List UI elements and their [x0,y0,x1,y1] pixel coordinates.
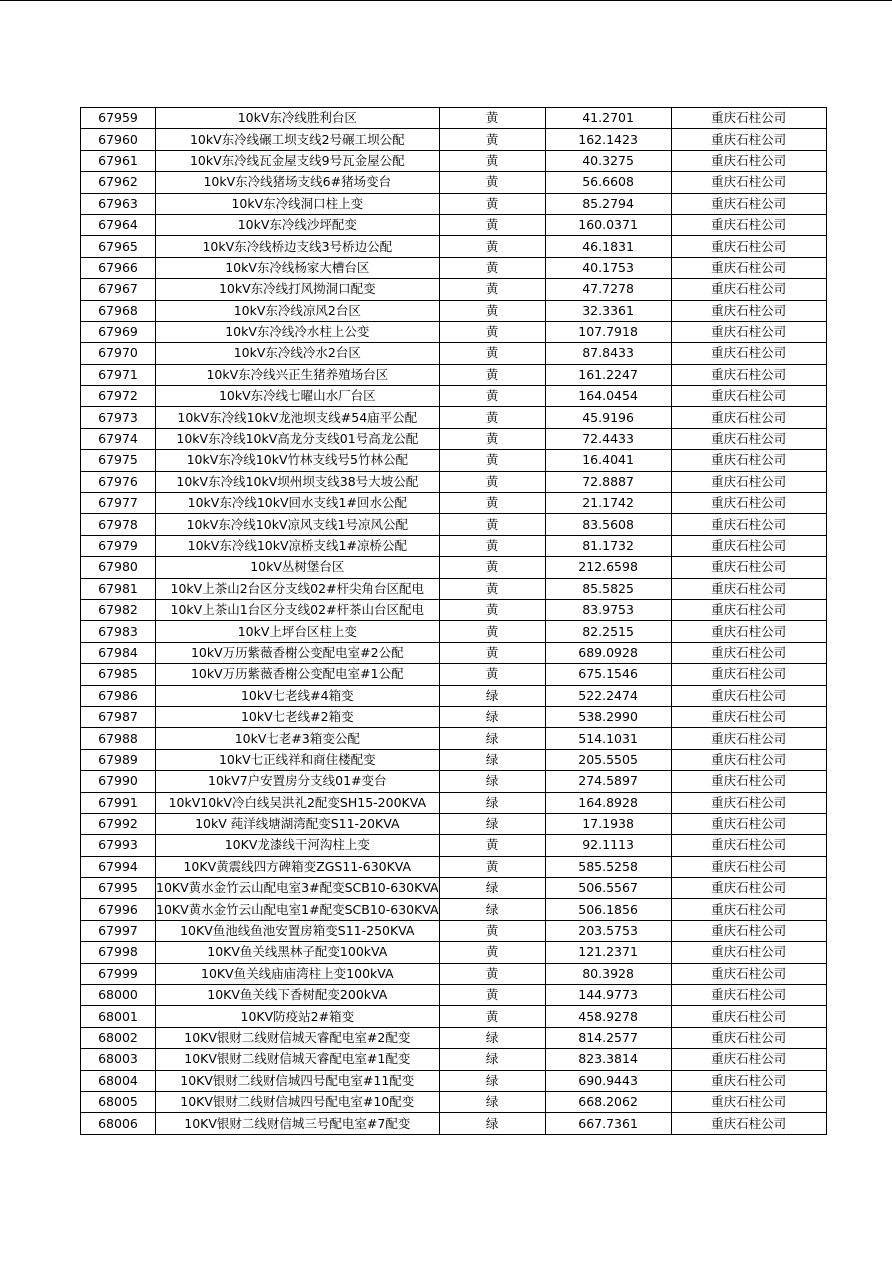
data-table [80,107,827,1135]
cell-station-name: 10kV丛树堡台区 [156,557,440,578]
cell-color-grade: 黄 [439,664,545,685]
cell-value: 46.1831 [545,236,671,257]
cell-value: 83.9753 [545,599,671,620]
cell-station-name: 10KV银财二线财信城天睿配电室#2配变 [156,1027,440,1048]
cell-id: 68002 [81,1027,156,1048]
cell-station-name: 10kV东冷线10kV回水支线1#回水公配 [156,493,440,514]
cell-color-grade: 绿 [439,792,545,813]
cell-value: 81.1732 [545,535,671,556]
table-row [81,878,827,899]
cell-company: 重庆石柱公司 [671,1049,826,1070]
cell-id: 67968 [81,300,156,321]
cell-company: 重庆石柱公司 [671,279,826,300]
table-row [81,578,827,599]
cell-color-grade: 绿 [439,1070,545,1091]
cell-company: 重庆石柱公司 [671,214,826,235]
cell-company: 重庆石柱公司 [671,150,826,171]
table-row [81,214,827,235]
cell-id: 67988 [81,728,156,749]
cell-id: 67977 [81,493,156,514]
cell-value: 72.8887 [545,471,671,492]
table-row [81,108,827,129]
cell-company: 重庆石柱公司 [671,963,826,984]
cell-station-name: 10kV东冷线桥边支线3号桥边公配 [156,236,440,257]
table-row [81,899,827,920]
cell-company: 重庆石柱公司 [671,257,826,278]
cell-id: 68005 [81,1091,156,1112]
cell-id: 67989 [81,749,156,770]
cell-company: 重庆石柱公司 [671,450,826,471]
cell-value: 121.2371 [545,942,671,963]
cell-color-grade: 黄 [439,621,545,642]
cell-station-name: 10kV东冷线10kV坝州坝支线38号大坡公配 [156,471,440,492]
cell-id: 67961 [81,150,156,171]
cell-id: 67999 [81,963,156,984]
cell-company: 重庆石柱公司 [671,728,826,749]
cell-company: 重庆石柱公司 [671,985,826,1006]
table-row [81,343,827,364]
cell-color-grade: 黄 [439,193,545,214]
cell-id: 67995 [81,878,156,899]
cell-id: 67981 [81,578,156,599]
cell-station-name: 10kV东冷线七曜山水厂台区 [156,386,440,407]
table-row [81,599,827,620]
cell-value: 92.1113 [545,835,671,856]
table-row [81,557,827,578]
cell-id: 67979 [81,535,156,556]
table-row [81,621,827,642]
cell-company: 重庆石柱公司 [671,664,826,685]
cell-id: 68001 [81,1006,156,1027]
table-row [81,1113,827,1134]
cell-company: 重庆石柱公司 [671,685,826,706]
cell-value: 458.9278 [545,1006,671,1027]
cell-company: 重庆石柱公司 [671,920,826,941]
cell-station-name: 10kV七老线#4箱变 [156,685,440,706]
table-row [81,535,827,556]
cell-company: 重庆石柱公司 [671,621,826,642]
table-row [81,792,827,813]
cell-station-name: 10KV银财二线财信城三号配电室#7配变 [156,1113,440,1134]
table-row [81,920,827,941]
cell-color-grade: 黄 [439,493,545,514]
cell-company: 重庆石柱公司 [671,108,826,129]
cell-company: 重庆石柱公司 [671,1027,826,1048]
cell-station-name: 10kV七正线祥和商住楼配变 [156,749,440,770]
table-row [81,1091,827,1112]
cell-color-grade: 黄 [439,942,545,963]
cell-station-name: 10kV东冷线10kV凉风支线1号凉风公配 [156,514,440,535]
cell-color-grade: 黄 [439,236,545,257]
table-row [81,728,827,749]
cell-station-name: 10kV东冷线10kV龙池坝支线#54庙平公配 [156,407,440,428]
cell-color-grade: 绿 [439,728,545,749]
cell-id: 67980 [81,557,156,578]
cell-color-grade: 黄 [439,150,545,171]
cell-company: 重庆石柱公司 [671,749,826,770]
cell-id: 67970 [81,343,156,364]
cell-company: 重庆石柱公司 [671,193,826,214]
cell-company: 重庆石柱公司 [671,1006,826,1027]
cell-station-name: 10kV上茶山1台区分支线02#杆茶山台区配电 [156,599,440,620]
cell-value: 814.2577 [545,1027,671,1048]
cell-company: 重庆石柱公司 [671,878,826,899]
cell-station-name: 10kV七老线#2箱变 [156,706,440,727]
page-top-rule [0,0,892,1]
cell-value: 80.3928 [545,963,671,984]
table-row [81,193,827,214]
cell-company: 重庆石柱公司 [671,792,826,813]
cell-id: 67986 [81,685,156,706]
cell-value: 675.1546 [545,664,671,685]
cell-color-grade: 黄 [439,172,545,193]
cell-color-grade: 绿 [439,749,545,770]
cell-company: 重庆石柱公司 [671,428,826,449]
cell-color-grade: 绿 [439,899,545,920]
cell-company: 重庆石柱公司 [671,321,826,342]
table-row [81,1006,827,1027]
cell-value: 162.1423 [545,129,671,150]
cell-id: 67974 [81,428,156,449]
cell-value: 45.9196 [545,407,671,428]
cell-color-grade: 黄 [439,321,545,342]
cell-company: 重庆石柱公司 [671,236,826,257]
cell-id: 67982 [81,599,156,620]
cell-color-grade: 黄 [439,963,545,984]
cell-value: 72.4433 [545,428,671,449]
cell-station-name: 10KV黄震线四方碑箱变ZGS11-630KVA [156,856,440,877]
cell-color-grade: 黄 [439,386,545,407]
cell-id: 67990 [81,771,156,792]
cell-color-grade: 绿 [439,1049,545,1070]
cell-company: 重庆石柱公司 [671,771,826,792]
table-row [81,386,827,407]
cell-company: 重庆石柱公司 [671,364,826,385]
cell-value: 667.7361 [545,1113,671,1134]
cell-id: 67985 [81,664,156,685]
cell-value: 212.6598 [545,557,671,578]
cell-station-name: 10kV万历紫薇香榭公变配电室#2公配 [156,642,440,663]
cell-station-name: 10kV东冷线凉风2台区 [156,300,440,321]
cell-station-name: 10kV东冷线冷水2台区 [156,343,440,364]
table-row [81,471,827,492]
cell-color-grade: 黄 [439,428,545,449]
table-row [81,300,827,321]
table-row [81,664,827,685]
cell-id: 67984 [81,642,156,663]
cell-station-name: 10kV7户安置房分支线01#变台 [156,771,440,792]
cell-company: 重庆石柱公司 [671,557,826,578]
cell-color-grade: 黄 [439,599,545,620]
cell-color-grade: 黄 [439,108,545,129]
cell-value: 107.7918 [545,321,671,342]
cell-color-grade: 黄 [439,214,545,235]
cell-station-name: 10kV东冷线猪场支线6#猪场变台 [156,172,440,193]
cell-company: 重庆石柱公司 [671,578,826,599]
cell-station-name: 10kV东冷线10kV高龙分支线01号高龙公配 [156,428,440,449]
cell-value: 689.0928 [545,642,671,663]
cell-color-grade: 绿 [439,706,545,727]
cell-station-name: 10kV东冷线洞口柱上变 [156,193,440,214]
cell-id: 67998 [81,942,156,963]
cell-color-grade: 黄 [439,471,545,492]
cell-station-name: 10kV东冷线胜利台区 [156,108,440,129]
cell-color-grade: 黄 [439,279,545,300]
cell-company: 重庆石柱公司 [671,471,826,492]
cell-color-grade: 绿 [439,878,545,899]
table-row [81,963,827,984]
cell-station-name: 10kV10kV冷白线吴洪礼2配变SH15-200KVA [156,792,440,813]
cell-company: 重庆石柱公司 [671,642,826,663]
cell-color-grade: 黄 [439,364,545,385]
cell-value: 47.7278 [545,279,671,300]
cell-value: 41.2701 [545,108,671,129]
cell-id: 67963 [81,193,156,214]
cell-id: 67978 [81,514,156,535]
cell-station-name: 10KV鱼关线庙庙湾柱上变100kVA [156,963,440,984]
cell-station-name: 10KV黄水金竹云山配电室3#配变SCB10-630KVA [156,878,440,899]
cell-color-grade: 黄 [439,856,545,877]
cell-value: 538.2990 [545,706,671,727]
table-row [81,835,827,856]
cell-id: 67993 [81,835,156,856]
cell-value: 690.9443 [545,1070,671,1091]
cell-color-grade: 黄 [439,642,545,663]
cell-company: 重庆石柱公司 [671,899,826,920]
table-row [81,428,827,449]
cell-color-grade: 黄 [439,300,545,321]
table-row [81,172,827,193]
cell-value: 823.3814 [545,1049,671,1070]
cell-value: 32.3361 [545,300,671,321]
cell-color-grade: 绿 [439,1113,545,1134]
cell-station-name: 10kV东冷线沙坪配变 [156,214,440,235]
cell-color-grade: 黄 [439,129,545,150]
cell-station-name: 10KV黄水金竹云山配电室1#配变SCB10-630KVA [156,899,440,920]
cell-station-name: 10kV东冷线杨家大槽台区 [156,257,440,278]
cell-id: 67975 [81,450,156,471]
cell-value: 506.5567 [545,878,671,899]
cell-station-name: 10kV东冷线瓦金屋支线9号瓦金屋公配 [156,150,440,171]
cell-value: 16.4041 [545,450,671,471]
cell-station-name: 10KV鱼关线下香树配变200kVA [156,985,440,1006]
cell-id: 67960 [81,129,156,150]
cell-company: 重庆石柱公司 [671,535,826,556]
table-row [81,236,827,257]
table-row [81,985,827,1006]
table-row [81,129,827,150]
cell-station-name: 10kV东冷线冷水柱上公变 [156,321,440,342]
cell-id: 68004 [81,1070,156,1091]
cell-station-name: 10kV东冷线碾工坝支线2号碾工坝公配 [156,129,440,150]
cell-company: 重庆石柱公司 [671,856,826,877]
cell-id: 67962 [81,172,156,193]
table-row [81,685,827,706]
table-row [81,407,827,428]
cell-color-grade: 绿 [439,813,545,834]
cell-company: 重庆石柱公司 [671,706,826,727]
cell-station-name: 10KV防疫站2#箱变 [156,1006,440,1027]
cell-station-name: 10kV 莼洋线塘湖湾配变S11-20KVA [156,813,440,834]
cell-color-grade: 黄 [439,920,545,941]
cell-station-name: 10kV上坪台区柱上变 [156,621,440,642]
cell-color-grade: 黄 [439,257,545,278]
table-row [81,321,827,342]
cell-company: 重庆石柱公司 [671,1091,826,1112]
cell-value: 274.5897 [545,771,671,792]
table-row [81,514,827,535]
cell-id: 67997 [81,920,156,941]
cell-color-grade: 黄 [439,835,545,856]
cell-station-name: 10KV银财二线财信城四号配电室#10配变 [156,1091,440,1112]
table-row [81,706,827,727]
table-row [81,150,827,171]
table-row [81,493,827,514]
cell-color-grade: 黄 [439,450,545,471]
cell-id: 67992 [81,813,156,834]
cell-value: 514.1031 [545,728,671,749]
cell-company: 重庆石柱公司 [671,813,826,834]
cell-company: 重庆石柱公司 [671,172,826,193]
table-row [81,279,827,300]
cell-color-grade: 绿 [439,1027,545,1048]
table-row [81,856,827,877]
cell-station-name: 10KV银财二线财信城天睿配电室#1配变 [156,1049,440,1070]
cell-id: 67994 [81,856,156,877]
cell-company: 重庆石柱公司 [671,386,826,407]
table-row [81,771,827,792]
cell-id: 67971 [81,364,156,385]
cell-value: 56.6608 [545,172,671,193]
table-row [81,1070,827,1091]
table-row [81,749,827,770]
cell-id: 67969 [81,321,156,342]
cell-value: 40.3275 [545,150,671,171]
table-row [81,450,827,471]
cell-value: 83.5608 [545,514,671,535]
cell-color-grade: 黄 [439,985,545,1006]
cell-company: 重庆石柱公司 [671,1113,826,1134]
cell-value: 40.1753 [545,257,671,278]
cell-value: 203.5753 [545,920,671,941]
cell-id: 68000 [81,985,156,1006]
cell-company: 重庆石柱公司 [671,129,826,150]
cell-color-grade: 绿 [439,771,545,792]
cell-station-name: 10KV鱼关线黑林子配变100kVA [156,942,440,963]
cell-company: 重庆石柱公司 [671,514,826,535]
cell-color-grade: 黄 [439,535,545,556]
cell-value: 522.2474 [545,685,671,706]
data-table-body [81,108,827,1135]
table-row [81,364,827,385]
cell-id: 67967 [81,279,156,300]
cell-value: 87.8433 [545,343,671,364]
cell-value: 506.1856 [545,899,671,920]
cell-color-grade: 绿 [439,685,545,706]
cell-color-grade: 绿 [439,1091,545,1112]
cell-company: 重庆石柱公司 [671,599,826,620]
cell-station-name: 10kV七老#3箱变公配 [156,728,440,749]
cell-company: 重庆石柱公司 [671,1070,826,1091]
cell-color-grade: 黄 [439,343,545,364]
cell-id: 68006 [81,1113,156,1134]
cell-color-grade: 黄 [439,1006,545,1027]
cell-station-name: 10kV东冷线打风拗洞口配变 [156,279,440,300]
cell-station-name: 10kV上茶山2台区分支线02#杆尖角台区配电 [156,578,440,599]
cell-company: 重庆石柱公司 [671,493,826,514]
cell-id: 67959 [81,108,156,129]
cell-id: 67976 [81,471,156,492]
cell-id: 67964 [81,214,156,235]
cell-id: 67972 [81,386,156,407]
cell-value: 205.5505 [545,749,671,770]
cell-value: 164.0454 [545,386,671,407]
cell-value: 85.5825 [545,578,671,599]
cell-color-grade: 黄 [439,557,545,578]
cell-company: 重庆石柱公司 [671,300,826,321]
table-row [81,942,827,963]
cell-id: 67966 [81,257,156,278]
cell-station-name: 10KV鱼池线鱼池安置房箱变S11-250KVA [156,920,440,941]
table-row [81,1027,827,1048]
cell-color-grade: 黄 [439,578,545,599]
cell-company: 重庆石柱公司 [671,835,826,856]
table-row [81,1049,827,1070]
cell-company: 重庆石柱公司 [671,942,826,963]
cell-id: 67991 [81,792,156,813]
cell-company: 重庆石柱公司 [671,407,826,428]
cell-value: 17.1938 [545,813,671,834]
cell-id: 67996 [81,899,156,920]
table-row [81,257,827,278]
cell-color-grade: 黄 [439,514,545,535]
cell-value: 164.8928 [545,792,671,813]
cell-id: 67987 [81,706,156,727]
cell-station-name: 10kV东冷线兴正生猪养殖场台区 [156,364,440,385]
cell-station-name: 10KV银财二线财信城四号配电室#11配变 [156,1070,440,1091]
cell-id: 68003 [81,1049,156,1070]
cell-id: 67973 [81,407,156,428]
cell-company: 重庆石柱公司 [671,343,826,364]
cell-value: 144.9773 [545,985,671,1006]
cell-value: 161.2247 [545,364,671,385]
cell-station-name: 10kV万历紫薇香榭公变配电室#1公配 [156,664,440,685]
cell-color-grade: 黄 [439,407,545,428]
cell-value: 160.0371 [545,214,671,235]
cell-value: 21.1742 [545,493,671,514]
cell-value: 82.2515 [545,621,671,642]
cell-value: 585.5258 [545,856,671,877]
table-row [81,642,827,663]
cell-id: 67965 [81,236,156,257]
cell-value: 668.2062 [545,1091,671,1112]
cell-station-name: 10kV东冷线10kV凉桥支线1#凉桥公配 [156,535,440,556]
cell-value: 85.2794 [545,193,671,214]
cell-id: 67983 [81,621,156,642]
cell-station-name: 10kV东冷线10kV竹林支线号5竹林公配 [156,450,440,471]
cell-station-name: 10KV龙漆线干河沟柱上变 [156,835,440,856]
table-row [81,813,827,834]
